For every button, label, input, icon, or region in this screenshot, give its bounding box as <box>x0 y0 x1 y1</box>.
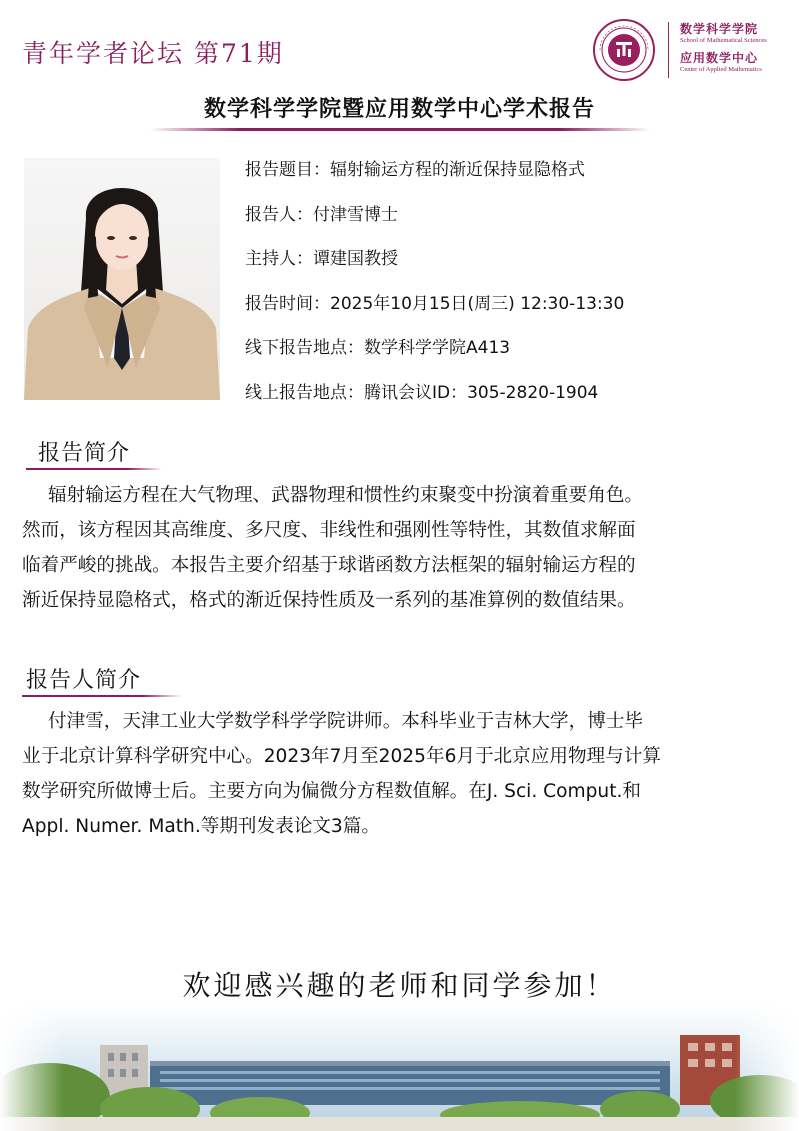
abstract-line: 临着严峻的挑战。本报告主要介绍基于球谐函数方法框架的辐射输运方程的 <box>22 555 636 576</box>
abstract-heading-rule <box>26 468 162 470</box>
info-value: 谭建国教授 <box>313 249 398 269</box>
campus-banner-image <box>0 1005 799 1131</box>
abstract-text <box>22 478 782 618</box>
info-label: 报告人： <box>245 204 313 225</box>
speaker-photo <box>24 158 220 400</box>
bio-heading-rule <box>22 695 182 697</box>
abstract-line: 然而，该方程因其高维度、多尺度、非线性和强刚性等特性，其数值求解面 <box>22 520 636 541</box>
info-label: 主持人： <box>245 249 313 269</box>
info-label: 线下报告地点： <box>245 338 364 358</box>
info-value: 2025年10月15日(周三) 12:30-13:30 <box>330 293 625 314</box>
info-host <box>245 241 785 286</box>
info-topic <box>245 152 785 197</box>
logo-center-name-en: Center of Applied Mathematics <box>680 66 762 73</box>
welcome-message: 欢迎感兴趣的老师和同学参加！ <box>182 969 617 1002</box>
report-info <box>245 152 785 419</box>
university-seal-icon <box>592 18 656 82</box>
info-value: 腾讯会议ID：305-2820-1904 <box>364 382 599 403</box>
report-title: 数学科学学院暨应用数学中心学术报告 <box>203 97 595 122</box>
logo-text <box>680 20 767 78</box>
info-label: 线上报告地点： <box>245 382 364 403</box>
bio-line: Appl. Numer. Math.等期刊发表论文3篇。 <box>22 816 380 837</box>
bio-line: 业于北京计算科学研究中心。2023年7月至2025年6月于北京应用物理与计算 <box>22 746 661 767</box>
info-value: 数学科学学院A413 <box>364 338 511 358</box>
abstract-line: 辐射输运方程在大气物理、武器物理和惯性约束聚变中扮演着重要角色。 <box>48 485 644 506</box>
info-offline-location <box>245 330 785 375</box>
abstract-line: 渐近保持显隐格式，格式的渐近保持性质及一系列的基准算例的数值结果。 <box>22 590 636 611</box>
info-label: 报告时间： <box>245 293 330 314</box>
info-online-location <box>245 375 785 420</box>
info-speaker <box>245 197 785 242</box>
series-title: 青年学者论坛 第71期 <box>22 39 284 68</box>
logo-divider <box>668 22 669 78</box>
info-value: 辐射输运方程的渐近保持显隐格式 <box>330 160 585 180</box>
abstract-heading: 报告简介 <box>38 441 131 466</box>
logo-school-name: 数学科学学院 <box>680 22 759 36</box>
info-time <box>245 286 785 331</box>
info-value: 付津雪博士 <box>313 204 398 225</box>
university-logo <box>592 18 782 90</box>
bio-line: 数学研究所做博士后。主要方向为偏微分方程数值解。在J. Sci. Comput.和 <box>22 781 642 802</box>
bio-heading: 报告人简介 <box>26 668 142 693</box>
bio-text <box>22 704 782 844</box>
info-label: 报告题目： <box>245 160 330 180</box>
title-divider <box>150 128 650 131</box>
bio-line: 付津雪，天津工业大学数学科学学院讲师。本科毕业于吉林大学，博士毕 <box>48 711 644 732</box>
logo-center-name: 应用数学中心 <box>680 51 759 65</box>
logo-school-name-en: School of Mathematical Sciences <box>680 37 767 44</box>
